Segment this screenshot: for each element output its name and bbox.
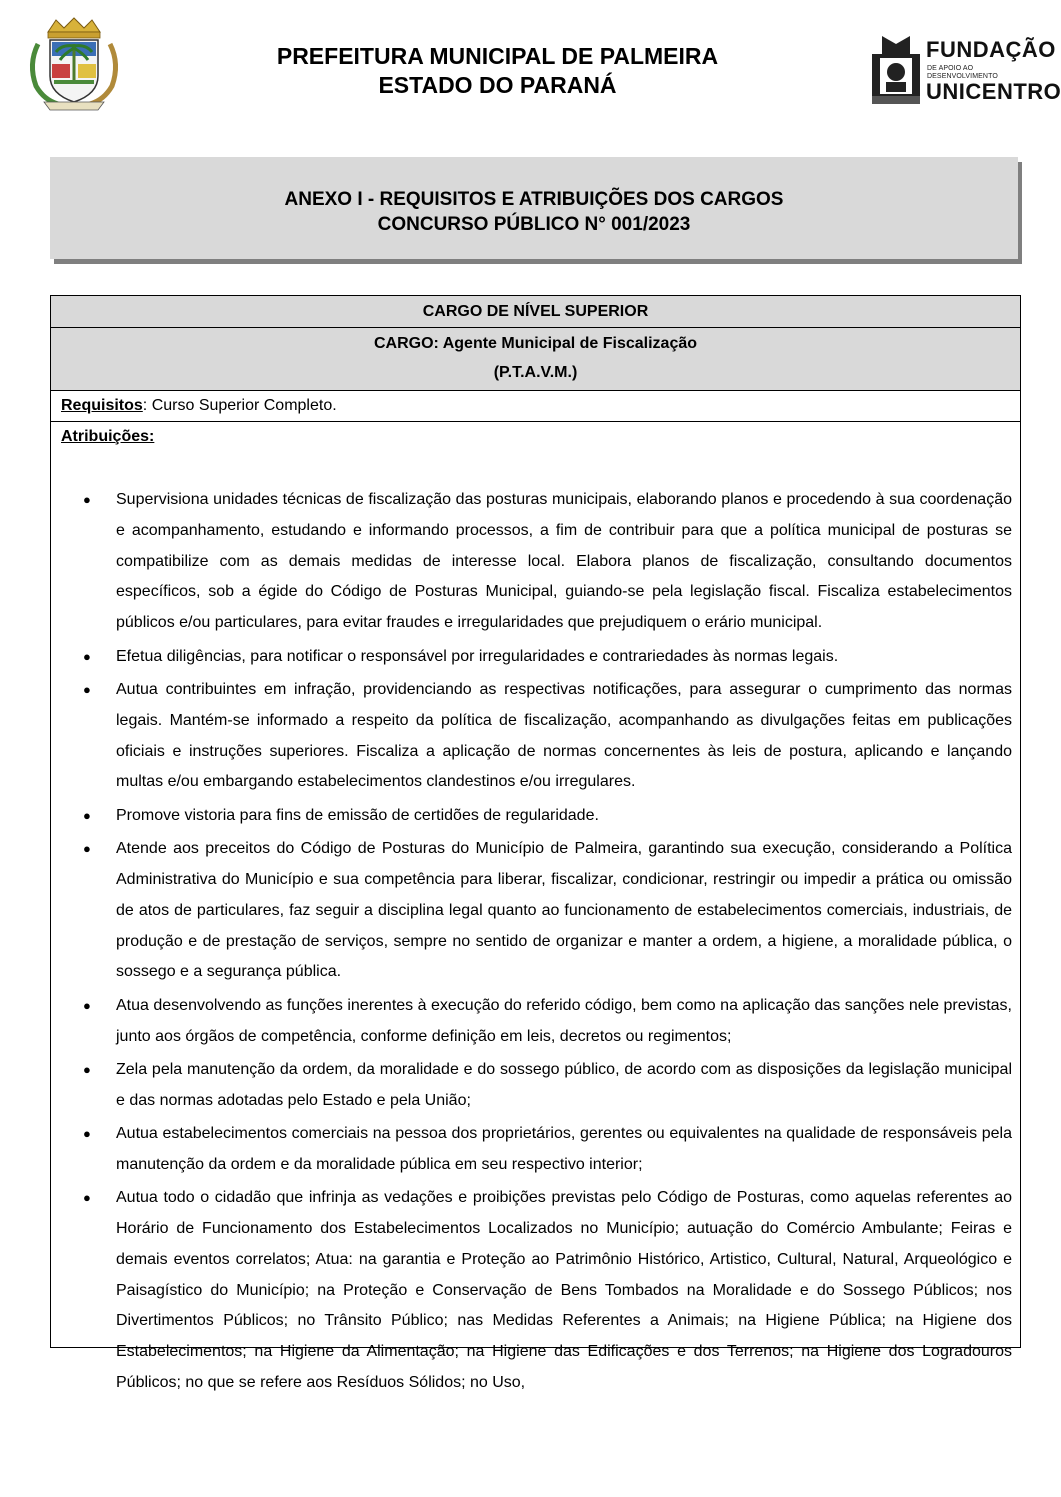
list-item xyxy=(83,1183,1012,1399)
list-item xyxy=(83,1119,1012,1181)
requisitos-row xyxy=(51,391,1020,422)
list-item xyxy=(83,642,1012,673)
cargo-level: CARGO DE NÍVEL SUPERIOR xyxy=(51,296,1020,328)
list-item xyxy=(83,1055,1012,1117)
list-item xyxy=(83,675,1012,798)
cargo-title xyxy=(51,328,1020,390)
bullet-icon: ● xyxy=(83,681,91,697)
title-line-1: PREFEITURA MUNICIPAL DE PALMEIRA xyxy=(276,43,719,69)
list-item-text: Atua desenvolvendo as funções inerentes à execução do referido código, bem como na aplicação das sanções nele previstas, junto aos órgãos de competência, conforme definição em leis, decretos ou regimentos; xyxy=(116,996,1012,1045)
cargo-code: (P.T.A.V.M.) xyxy=(493,364,578,381)
atribuicoes-label: Atribuições: xyxy=(61,428,155,445)
fundacao-subtitle: DE APOIO AO DESENVOLVIMENTO xyxy=(927,65,998,80)
list-item-text: Autua estabelecimentos comerciais na pessoa dos proprietários, gerentes ou equivalentes na qualidade de responsáveis pela manutenção da ordem e da moralidade pública em seu respectivo interior; xyxy=(116,1125,1012,1173)
list-item xyxy=(83,991,1012,1053)
list-item-text: Efetua diligências, para notificar o responsável por irregularidades e contrariedades às normas legais. xyxy=(116,647,839,665)
cargo-name: CARGO: Agente Municipal de Fiscalização xyxy=(373,335,698,352)
unicentro-mark-icon xyxy=(868,34,924,106)
list-item-text: Autua contribuintes em infração, providenciando as respectivas notificações, para assegurar o cumprimento das normas legais. Mantém-se informado a respeito da política de fiscalização, acompanhando as divulgações feitas em publicações oficiais e instruções superiores. Fiscaliza a aplicação de normas concernentes às leis de postura, aplicando e lançando multas e/ou embargando estabelecimentos clandestinos e/ou irregulares. xyxy=(116,680,1012,791)
municipal-crest-logo xyxy=(18,14,130,114)
fundacao-text: FUNDAÇÃO xyxy=(926,37,1056,62)
annex-line-2: CONCURSO PÚBLICO N° 001/2023 xyxy=(377,214,691,235)
bullet-icon: ● xyxy=(83,1126,91,1142)
bullet-icon: ● xyxy=(83,492,91,507)
list-item-text: Supervisiona unidades técnicas de fiscalização das posturas municipais, elaborando planos e procedendo à sua coordenação e acompanhamento, estudando e informando processos, a fim de contribuir para que a política municipal de posturas se compatibilize com as demais medidas de interesse local. Elabora planos de fiscalização, consultando documentos específicos, sob a égide do Código de Posturas Municipal, guiando-se pela legislação fiscal. Fiscaliza estabelecimentos públicos e/ou particulares, para evitar fraudes e irregularidades que prejudiquem o erário municipal. xyxy=(116,491,1012,632)
requisitos-value: : Curso Superior Completo. xyxy=(142,397,337,414)
list-item-text: Atende aos preceitos do Código de Posturas do Município de Palmeira, garantindo sua execução, considerando a Política Administrativa do Município e sua competência para liberar, fiscalizar, condicionar, restringir ou impedir a prática ou omissão de atos de particulares, faz seguir a disciplina legal quanto ao funcionamento de estabelecimentos comerciais, industriais, de produção e de prestação de serviços, sempre no sentido de organizar e manter a ordem, a higiene, a moralidade pública, o sossego e a segurança pública. xyxy=(116,840,1012,981)
bullet-icon: ● xyxy=(83,807,91,823)
fundacao-unicentro-logo xyxy=(868,34,1061,106)
list-item xyxy=(83,485,1012,639)
annex-line-1: ANEXO I - REQUISITOS E ATRIBUIÇÕES DOS CARGOS xyxy=(284,189,784,210)
bullet-icon: ● xyxy=(83,1190,91,1206)
bullet-icon: ● xyxy=(83,997,91,1013)
list-item-text: Promove vistoria para fins de emissão de certidões de regularidade. xyxy=(116,806,599,824)
atribuicoes-list xyxy=(51,449,1020,1399)
atribuicoes-row xyxy=(51,422,1020,449)
unicentro-text: UNICENTRO xyxy=(926,79,1061,104)
annex-title-box xyxy=(50,157,1018,259)
prefeitura-title xyxy=(170,42,825,100)
list-item xyxy=(83,834,1012,988)
list-item xyxy=(83,801,1012,832)
annex-title xyxy=(50,187,1018,237)
list-item-text: Autua todo o cidadão que infrinja as vedações e proibições previstas pelo Código de Posturas, como aquelas referentes ao Horário de Funcionamento dos Estabelecimentos Localizados no Município; autuação do Comércio Ambulante; Feiras e demais eventos correlatos; Atua: na garantia e Proteção ao Patrimônio Histórico, Artistico, Cultural, Natural, Arqueológico e Paisagístico do Município; na Proteção e Conservação de Bens Tombados na Moralidade e do Sossego Públicos; nos Divertimentos Públicos; no Trânsito Público; nas Medidas Referentes a Animais; na Higiene Pública; na Higiene dos Estabelecimentos; na Higiene da Alimentação; na Higiene das Edificações e dos Terrenos; na Higiene dos Logradouros Públicos; no que se refere aos Resíduos Sólidos; no Uso, xyxy=(116,1189,1012,1392)
bullet-icon: ● xyxy=(83,648,91,664)
list-item-text: Zela pela manutenção da ordem, da moralidade e do sossego público, de acordo com as disposições da legislação municipal e das normas adotadas pelo Estado e pela União; xyxy=(116,1060,1012,1109)
bullet-icon: ● xyxy=(83,841,91,857)
bullet-icon: ● xyxy=(83,1061,91,1077)
cargo-table xyxy=(50,295,1021,1392)
title-line-2: ESTADO DO PARANÁ xyxy=(378,72,617,98)
requisitos-label: Requisitos xyxy=(61,397,143,414)
table-header xyxy=(51,296,1020,391)
